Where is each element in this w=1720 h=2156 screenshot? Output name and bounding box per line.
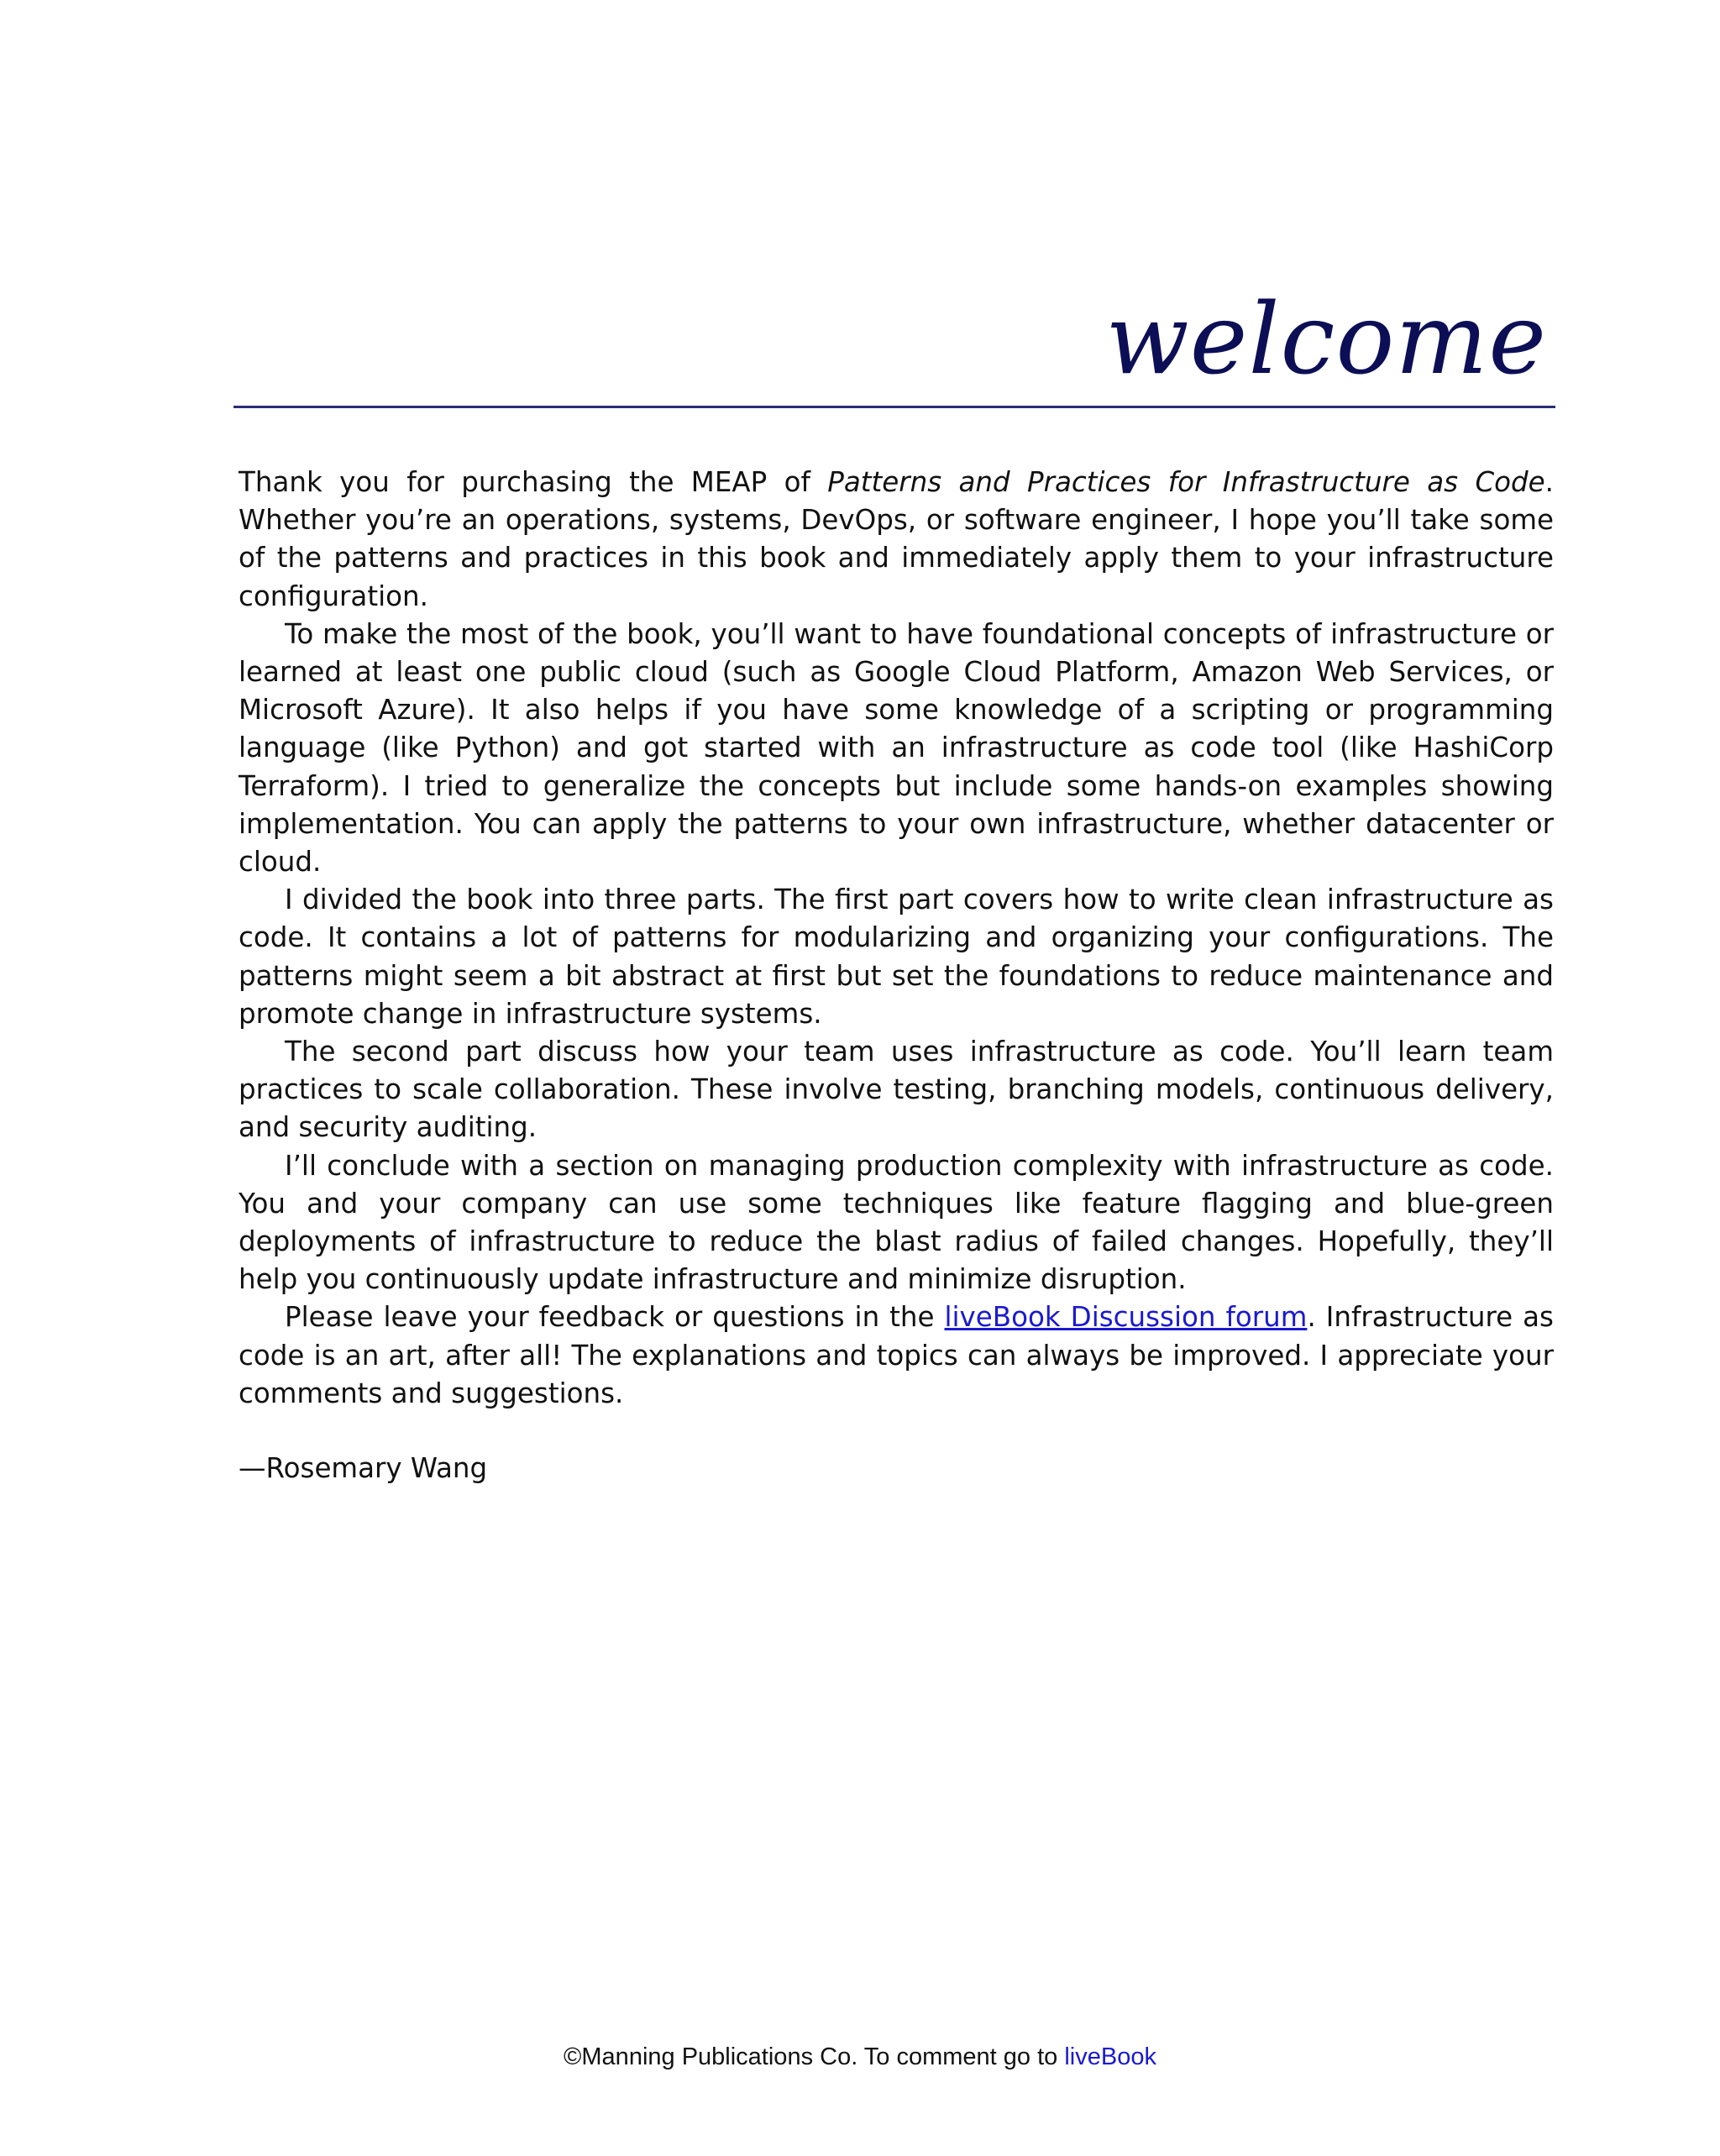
author-signature: —Rosemary Wang bbox=[239, 1452, 488, 1484]
footer-livebook-link[interactable]: liveBook bbox=[1064, 2043, 1156, 2070]
paragraph-feedback bbox=[239, 1298, 1554, 1413]
paragraph-part-one: I divided the book into three parts. The first part covers how to write clean infrastructure as code. It contains a lot of patterns for modularizing and organizing your configurations. The patterns might seem a bit abstract at first but set the foundations to reduce maintenance and promote change in infrastructure systems. bbox=[239, 884, 1554, 1030]
page-footer bbox=[0, 2042, 1720, 2072]
paragraph-feedback-before: Please leave your feedback or questions in the bbox=[285, 1301, 945, 1334]
page-title: welcome bbox=[1105, 283, 1547, 396]
paragraph-intro bbox=[239, 464, 1554, 616]
paragraph-part-two: The second part discuss how your team uses infrastructure as code. You’ll learn team practices to scale collaboration. These involve testing, branching models, continuous delivery, and security auditing. bbox=[239, 1036, 1554, 1144]
paragraph-prerequisites: To make the most of the book, you’ll want to have foundational concepts of infrastructure or learned at least one public cloud (such as Google Cloud Platform, Amazon Web Services, or Microsoft Azure). It also helps if you have some knowledge of a scripting or programming language (like Python) and got started with an infrastructure as code tool (like HashiCorp Terraform). I tried to generalize the concepts but include some hands-on examples showing implementation. You can apply the patterns to your own infrastructure, whether datacenter or cloud. bbox=[239, 617, 1554, 879]
paragraph-intro-after: . Whether you’re an operations, systems, DevOps, or software engineer, I hope you’ll take some of the patterns and practices in this book and immediately apply them to your infrastructure configuration. bbox=[239, 466, 1554, 612]
book-title: Patterns and Practices for Infrastructure as Code bbox=[827, 466, 1545, 498]
title-divider bbox=[233, 406, 1555, 408]
livebook-forum-link[interactable]: liveBook Discussion forum bbox=[944, 1301, 1308, 1334]
letter-body bbox=[239, 464, 1554, 1413]
paragraph-feedback-after: . Infrastructure as code is an art, after all! The explanations and topics can always be improved. I appreciate your comments and suggestions. bbox=[239, 1301, 1554, 1409]
footer-text: ©Manning Publications Co. To comment go to bbox=[564, 2043, 1065, 2070]
paragraph-part-three: I’ll conclude with a section on managing production complexity with infrastructure as code. You and your company can use some techniques like feature flagging and blue-green deployments of infrastructure to reduce the blast radius of failed changes. Hopefully, they’ll help you continuously update infrastructure and minimize disruption. bbox=[239, 1149, 1554, 1296]
paragraph-intro-before: Thank you for purchasing the MEAP of bbox=[239, 466, 828, 498]
